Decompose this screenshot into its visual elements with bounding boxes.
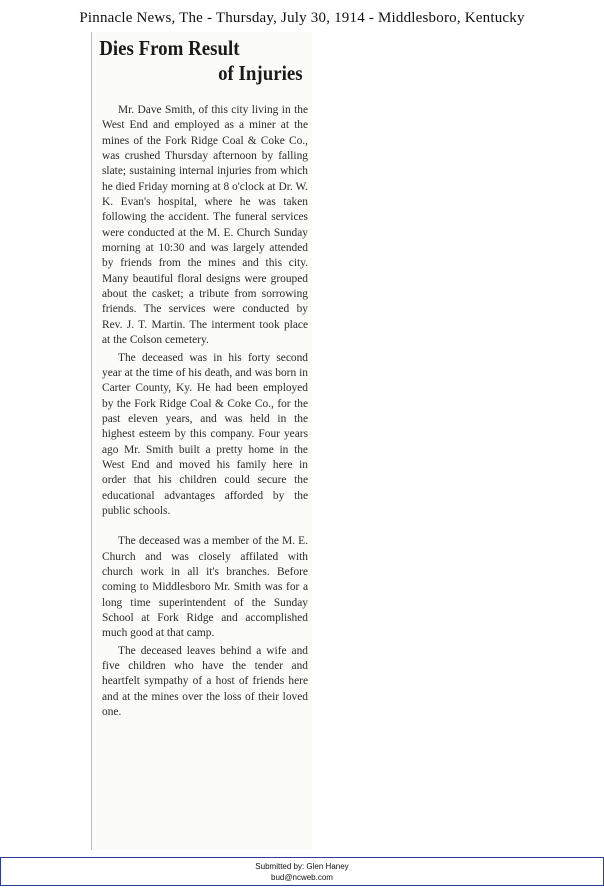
article-paragraph-2: The deceased was in his forty second year at the time of his death, and was born in Carter County, Ky. He had been employed by the Fork Ridge Coal & Coke Co., for the past eleven years, and was held in the highest esteem by this company. Four years ago Mr. Smith built a pretty home in the West End and moved his family here in order that his children could secure the educational advantages afforded by the public schools. xyxy=(102,351,308,517)
article-body xyxy=(92,103,312,720)
page-title: Pinnacle News, The - Thursday, July 30, 1914 - Middlesboro, Kentucky xyxy=(79,10,525,26)
article-paragraph-3: The deceased was a member of the M. E. Church and was closely affilated with church work in all it's branches. Before coming to Middlesboro Mr. Smith was for a long time superintendent of the Sunday School at Fork Ridge and accomplished much good at that camp. xyxy=(102,535,308,640)
article-headline xyxy=(92,36,312,86)
article-paragraph-1: Mr. Dave Smith, of this city living in the West End and employed as a miner at the mines of the Fork Ridge Coal & Coke Co., was crushed Thursday afternoon by falling slate; sustaining internal injuries from which he died Friday morning at 8 o'clock at Dr. W. K. Evan's hospital, where he was taken following the accident. The funeral services were conducted at the M. E. Church Sunday morning at 10:30 and was largely attended by friends from the mines and this city. Many beautiful floral designs were grouped about the casket; a tribute from sorrowing friends. The services were conducted by Rev. J. T. Martin. The interment took place at the Colson cemetery. xyxy=(102,104,308,347)
article-paragraph-4: The deceased leaves behind a wife and five children who have the tender and heartfelt sympathy of a host of friends here and at the mines over the loss of their loved one. xyxy=(102,644,308,719)
headline-line-2: of Injuries xyxy=(218,61,303,85)
submitter-email: bud@ncweb.com xyxy=(271,873,333,882)
submitted-by: Submitted by: Glen Haney xyxy=(255,862,349,871)
submission-footer xyxy=(0,857,604,886)
headline-line-1: Dies From Result xyxy=(99,36,240,60)
newspaper-clipping xyxy=(91,32,312,850)
